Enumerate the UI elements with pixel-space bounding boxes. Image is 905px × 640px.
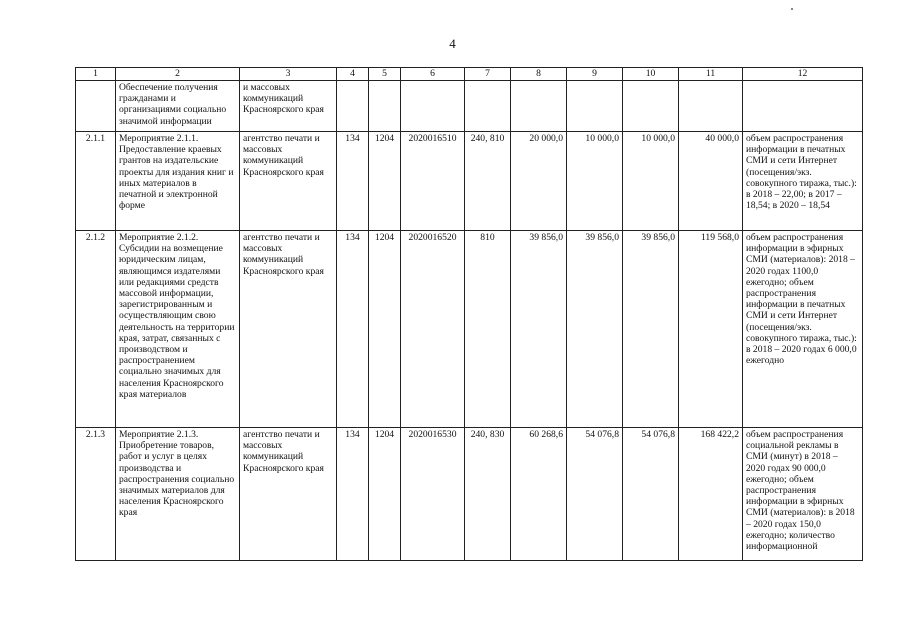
section-code: 1204 — [369, 132, 401, 231]
amount-total — [679, 81, 743, 132]
amount-total: 40 000,0 — [679, 132, 743, 231]
amount-year-3: 10 000,0 — [623, 132, 679, 231]
col-header-4: 4 — [337, 68, 369, 81]
amount-year-1 — [511, 81, 567, 132]
amount-year-2: 39 856,0 — [567, 231, 623, 428]
expected-result: объем распространения информации в эфирных СМИ (материалов): 2018 – 2020 годах 1100,0 ежегодно; объем распространения информации в печатных СМИ и сети Интернет (посещения/экз. совокупного тиража, тыс.): в 2018 – 2020 годах 6 000,0 ежегодно — [743, 231, 863, 428]
expense-type-code: 240, 810 — [465, 132, 511, 231]
grbs-code: 134 — [337, 132, 369, 231]
grbs-code: 134 — [337, 231, 369, 428]
amount-year-3: 54 076,8 — [623, 428, 679, 561]
expected-result — [743, 81, 863, 132]
responsible-agency: агентство печати и массовых коммуникаций Красноярского края — [240, 428, 337, 561]
column-number-row — [76, 68, 863, 81]
row-number: 2.1.1 — [76, 132, 116, 231]
responsible-agency: агентство печати и массовых коммуникаций Красноярского края — [240, 132, 337, 231]
expected-result: объем распространения социальной рекламы в СМИ (минут) в 2018 – 2020 годах 90 000,0 ежегодно; объем распространения информации в эфирных СМИ (материалов): в 2018 – 2020 годах 150,0 ежегодно; количество информационной — [743, 428, 863, 561]
col-header-9: 9 — [567, 68, 623, 81]
target-article-code: 2020016520 — [401, 231, 465, 428]
activity-name: Обеспечение получения гражданами и организациями социально значимой информации — [116, 81, 240, 132]
amount-year-1: 39 856,0 — [511, 231, 567, 428]
amount-year-3 — [623, 81, 679, 132]
responsible-agency: и массовых коммуникаций Красноярского края — [240, 81, 337, 132]
target-article-code: 2020016510 — [401, 132, 465, 231]
col-header-12: 12 — [743, 68, 863, 81]
page-number: 4 — [449, 36, 456, 51]
section-code — [369, 81, 401, 132]
activity-name: Мероприятие 2.1.1. Предоставление краевых грантов на издательские проекты для издания книг и иных материалов в печатной и электронной форме — [116, 132, 240, 231]
program-activities-table — [75, 67, 863, 561]
amount-year-1: 20 000,0 — [511, 132, 567, 231]
target-article-code — [401, 81, 465, 132]
col-header-7: 7 — [465, 68, 511, 81]
col-header-3: 3 — [240, 68, 337, 81]
amount-year-2: 10 000,0 — [567, 132, 623, 231]
amount-year-1: 60 268,6 — [511, 428, 567, 561]
col-header-2: 2 — [116, 68, 240, 81]
activity-name: Мероприятие 2.1.3. Приобретение товаров, работ и услуг в целях производства и распространения социально значимых материалов для населения Красноярского края — [116, 428, 240, 561]
row-number: 2.1.3 — [76, 428, 116, 561]
col-header-1: 1 — [76, 68, 116, 81]
expense-type-code: 240, 830 — [465, 428, 511, 561]
table-row — [76, 428, 863, 561]
activity-name: Мероприятие 2.1.2. Субсидии на возмещение юридическим лицам, являющимся издателями или редакциями средств массовой информации, зарегистрированным и осуществляющим свою деятельность на территории края, затрат, связанных с производством и распространением социально значимых для населения Красноярского края материалов — [116, 231, 240, 428]
section-code: 1204 — [369, 428, 401, 561]
scan-dot — [791, 8, 793, 10]
amount-total: 119 568,0 — [679, 231, 743, 428]
table-row — [76, 132, 863, 231]
responsible-agency: агентство печати и массовых коммуникаций Красноярского края — [240, 231, 337, 428]
expense-type-code: 810 — [465, 231, 511, 428]
target-article-code: 2020016530 — [401, 428, 465, 561]
table-row — [76, 231, 863, 428]
col-header-10: 10 — [623, 68, 679, 81]
amount-total: 168 422,2 — [679, 428, 743, 561]
grbs-code — [337, 81, 369, 132]
expected-result: объем распространения информации в печатных СМИ и сети Интернет (посещения/экз. совокупного тиража, тыс.): в 2018 – 22,00; в 2017 – 18,54; в 2020 – 18,54 — [743, 132, 863, 231]
amount-year-2: 54 076,8 — [567, 428, 623, 561]
section-code: 1204 — [369, 231, 401, 428]
expense-type-code — [465, 81, 511, 132]
amount-year-3: 39 856,0 — [623, 231, 679, 428]
col-header-5: 5 — [369, 68, 401, 81]
grbs-code: 134 — [337, 428, 369, 561]
row-number: 2.1.2 — [76, 231, 116, 428]
row-number — [76, 81, 116, 132]
amount-year-2 — [567, 81, 623, 132]
col-header-6: 6 — [401, 68, 465, 81]
col-header-11: 11 — [679, 68, 743, 81]
table-row-continuation — [76, 81, 863, 132]
col-header-8: 8 — [511, 68, 567, 81]
